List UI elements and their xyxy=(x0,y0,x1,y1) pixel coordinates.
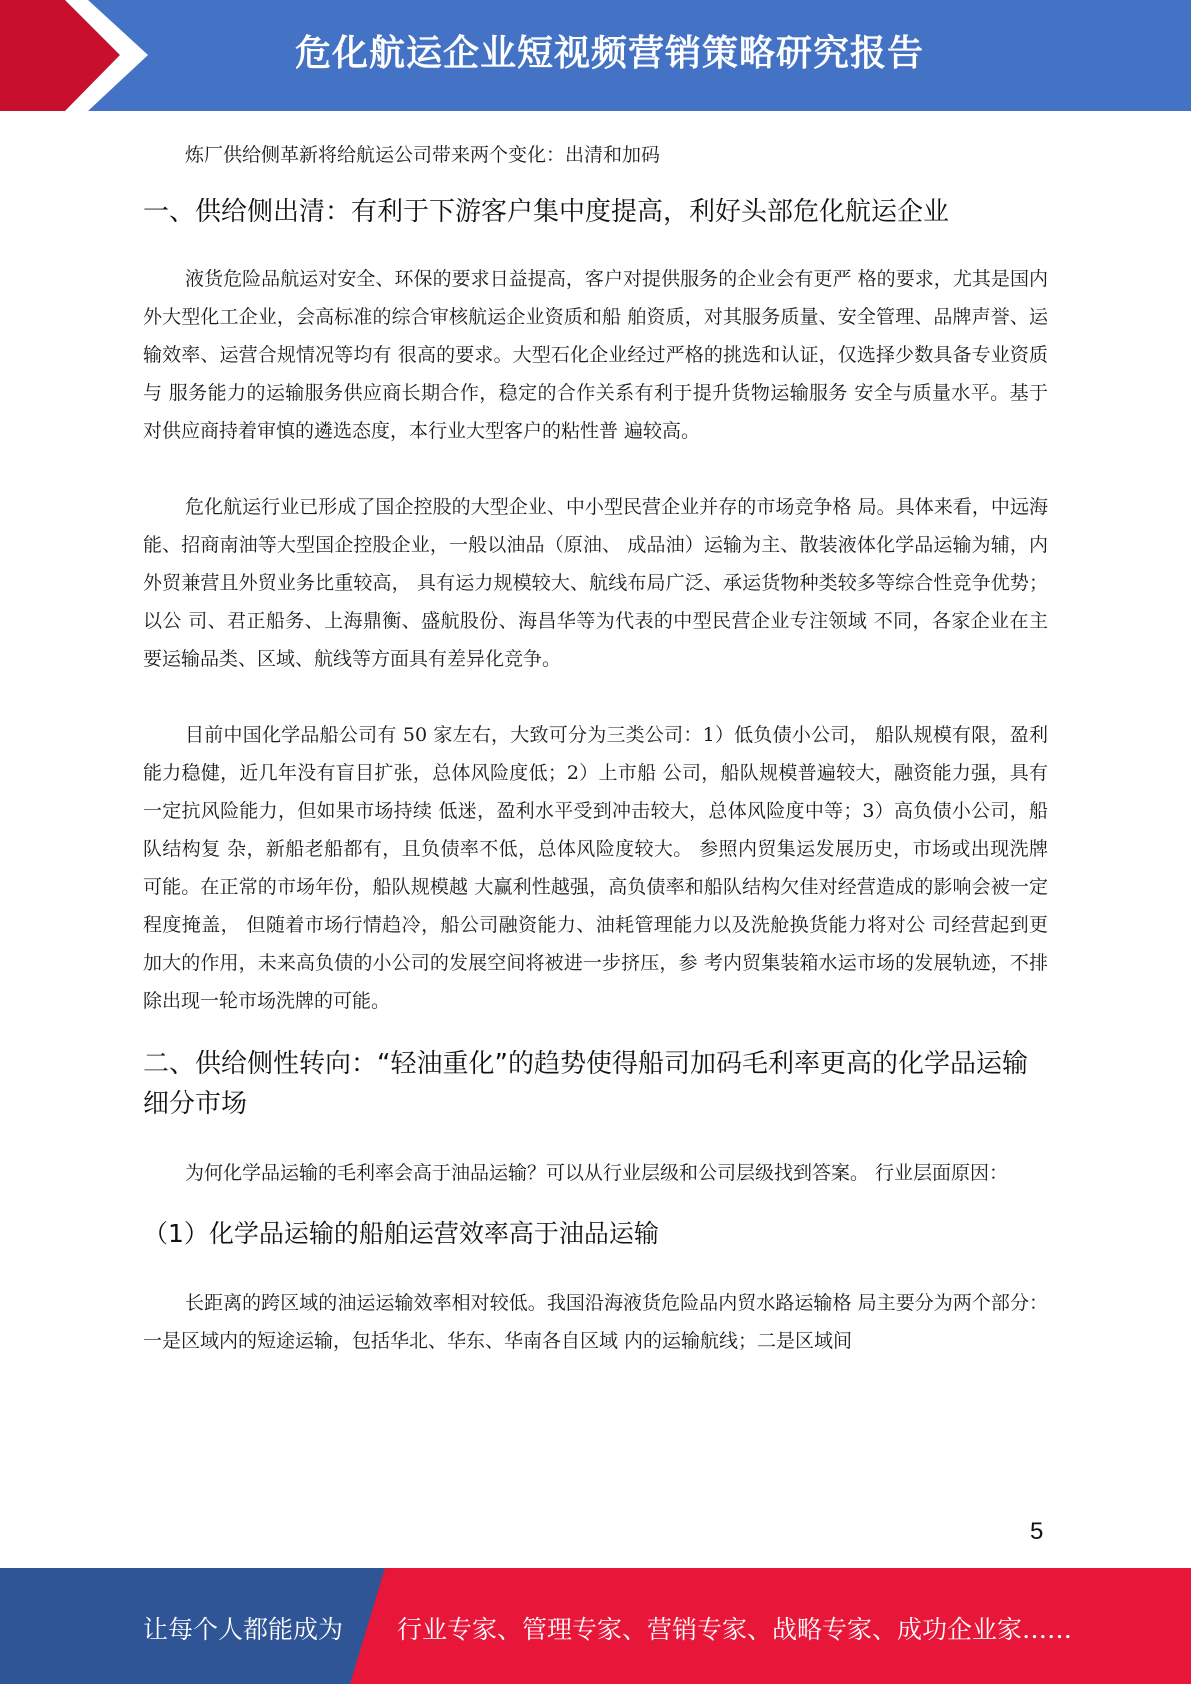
section1-paragraph-2: 危化航运行业已形成了国企控股的大型企业、中小型民营企业并存的市场竞争格 局。具体来看，中远海能、招商南油等大型国企控股企业，一般以油品（原油、 成品油）运输为主、散装液体化学品运输为辅，内外贸兼营且外贸业务比重较高， 具有运力规模较大、航线布局广泛、承运货物种类较多等综合性竞争优势；以公 司、君正船务、上海鼎衡、盛航股份、海昌华等为代表的中型民营企业专注领域 不同，各家企业在主要运输品类、区域、航线等方面具有差异化竞争。 xyxy=(143,496,1048,670)
intro-paragraph: 炼厂供给侧革新将给航运公司带来两个变化：出清和加码 xyxy=(185,144,661,166)
subsection1-paragraph: 长距离的跨区域的油运运输效率相对较低。我国沿海液货危险品内贸水路运输格 局主要分为两个部分：一是区域内的短途运输，包括华北、华东、华南各自区域 内的运输航线；二是区域间 xyxy=(143,1292,1048,1352)
section1-paragraph-1: 液货危险品航运对安全、环保的要求日益提高，客户对提供服务的企业会有更严 格的要求，尤其是国内外大型化工企业，会高标准的综合审核航运企业资质和船 舶资质，对其服务质量、安全管理、品牌声誉、运输效率、运营合规情况等均有 很高的要求。大型石化企业经过严格的挑选和认证，仅选择少数具备专业资质与 服务能力的运输服务供应商长期合作，稳定的合作关系有利于提升货物运输服务 安全与质量水平。基于对供应商持着审慎的遴选态度，本行业大型客户的粘性普 遍较高。 xyxy=(143,268,1048,442)
page-number: 5 xyxy=(1030,1518,1044,1545)
page-content xyxy=(143,136,1048,1360)
subsection1-heading: （1）化学品运输的船舶运营效率高于油品运输 xyxy=(143,1219,659,1248)
section1-paragraph-3: 目前中国化学品船公司有 50 家左右，大致可分为三类公司：1）低负债小公司， 船队规模有限，盈利能力稳健，近几年没有盲目扩张，总体风险度低；2）上市船 公司，船队规模普遍较大，融资能力强，具有一定抗风险能力，但如果市场持续 低迷，盈利水平受到冲击较大，总体风险度中等；3）高负债小公司，船队结构复 杂，新船老船都有，且负债率不低，总体风险度较大。 参照内贸集运发展历史，市场或出现洗牌可能。在正常的市场年份，船队规模越 大赢利性越强，高负债率和船队结构欠佳对经营造成的影响会被一定程度掩盖， 但随着市场行情趋冷，船公司融资能力、油耗管理能力以及洗舱换货能力将对公 司经营起到更加大的作用，未来高负债的小公司的发展空间将被进一步挤压，参 考内贸集装箱水运市场的发展轨迹，不排除出现一轮市场洗牌的可能。 xyxy=(143,724,1048,1012)
page-footer xyxy=(0,1568,1191,1684)
section2-intro-paragraph: 为何化学品运输的毛利率会高于油品运输？可以从行业层级和公司层级找到答案。 行业层面原因： xyxy=(185,1162,1009,1184)
section2-heading: 二、供给侧性转向：“轻油重化”的趋势使得船司加码毛利率更高的化学品运输 细分市场 xyxy=(143,1049,1028,1119)
footer-slogan-left: 让每个人都能成为 xyxy=(143,1615,344,1644)
page-header xyxy=(0,0,1191,111)
section1-heading: 一、供给侧出清：有利于下游客户集中度提高，利好头部危化航运企业 xyxy=(143,197,950,227)
footer-slogan-right: 行业专家、管理专家、营销专家、战略专家、成功企业家…… xyxy=(397,1615,1073,1644)
report-title: 危化航运企业短视频营销策略研究报告 xyxy=(295,33,925,74)
